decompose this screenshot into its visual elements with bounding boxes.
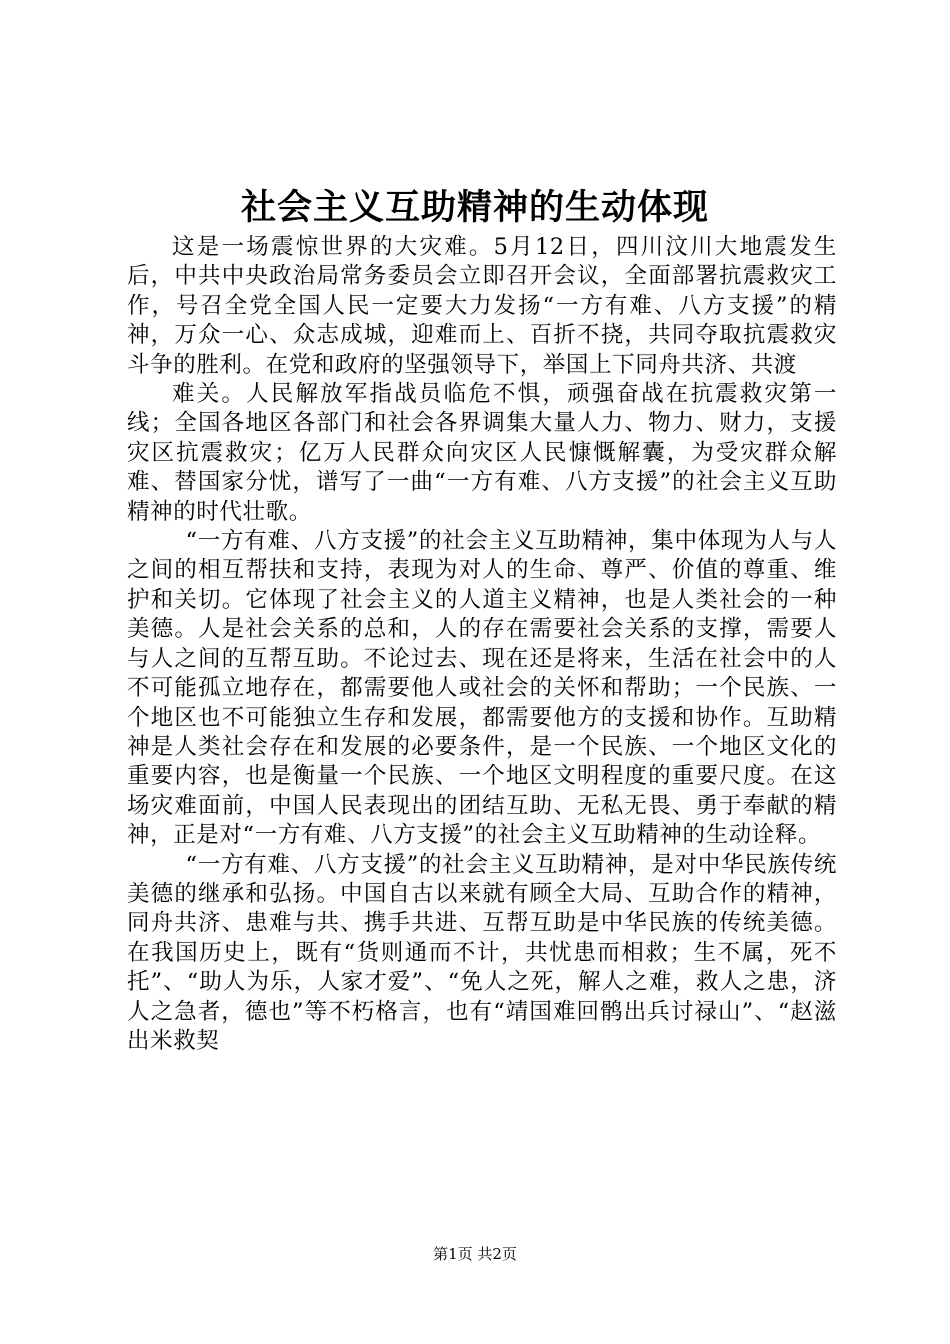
- page-footer: 第1页 共2页: [433, 1245, 517, 1263]
- paragraph-4: “一方有难、八方支援”的社会主义互助精神，是对中华民族传统美德的继承和弘扬。中国自古以来就有顾全大局、互助合作的精神，同舟共济、患难与共、携手共进、互帮互助是中华民族的传统美德。在我国历史上，既有“货则通而不计，共忧患而相救；生不属，死不托”、“助人为乐，人家才爱”、“免人之死，解人之难，救人之患，济人之急者，德也”等不朽格言，也有“靖国难回鹘出兵讨禄山”、“赵滋出米救契: [127, 851, 837, 1054]
- document-title: 社会主义互助精神的生动体现: [240, 188, 709, 228]
- paragraph-3: “一方有难、八方支援”的社会主义互助精神，集中体现为人与人之间的相互帮扶和支持，表现为对人的生命、尊严、价值的尊重、维护和关切。它体现了社会主义的人道主义精神，也是人类社会的一种美德。人是社会关系的总和，人的存在需要社会关系的支撑，需要人与人之间的互帮互助。不论过去、现在还是将来，生活在社会中的人不可能孤立地存在，都需要他人或社会的关怀和帮助；一个民族、一个地区也不可能独立生存和发展，都需要他方的支援和协作。互助精神是人类社会存在和发展的必要条件，是一个民族、一个地区文化的重要内容，也是衡量一个民族、一个地区文明程度的重要尺度。在这场灾难面前，中国人民表现出的团结互助、无私无畏、勇于奉献的精神，正是对“一方有难、八方支援”的社会主义互助精神的生动诠释。: [127, 528, 837, 849]
- paragraph-1: 这是一场震惊世界的大灾难。5月12日，四川汶川大地震发生后，中共中央政治局常务委员会立即召开会议，全面部署抗震救灾工作，号召全党全国人民一定要大力发扬“一方有难、八方支援”的精神，万众一心、众志成城，迎难而上、百折不挠，共同夺取抗震救灾斗争的胜利。在党和政府的坚强领导下，举国上下同舟共济、共渡: [127, 234, 837, 378]
- paragraph-2: 难关。人民解放军指战员临危不惧，顽强奋战在抗震救灾第一线；全国各地区各部门和社会各界调集大量人力、物力、财力，支援灾区抗震救灾；亿万人民群众向灾区人民慷慨解囊，为受灾群众解难、替国家分忧，谱写了一曲“一方有难、八方支援”的社会主义互助精神的时代壮歌。: [127, 381, 837, 525]
- document-body: [127, 233, 837, 1056]
